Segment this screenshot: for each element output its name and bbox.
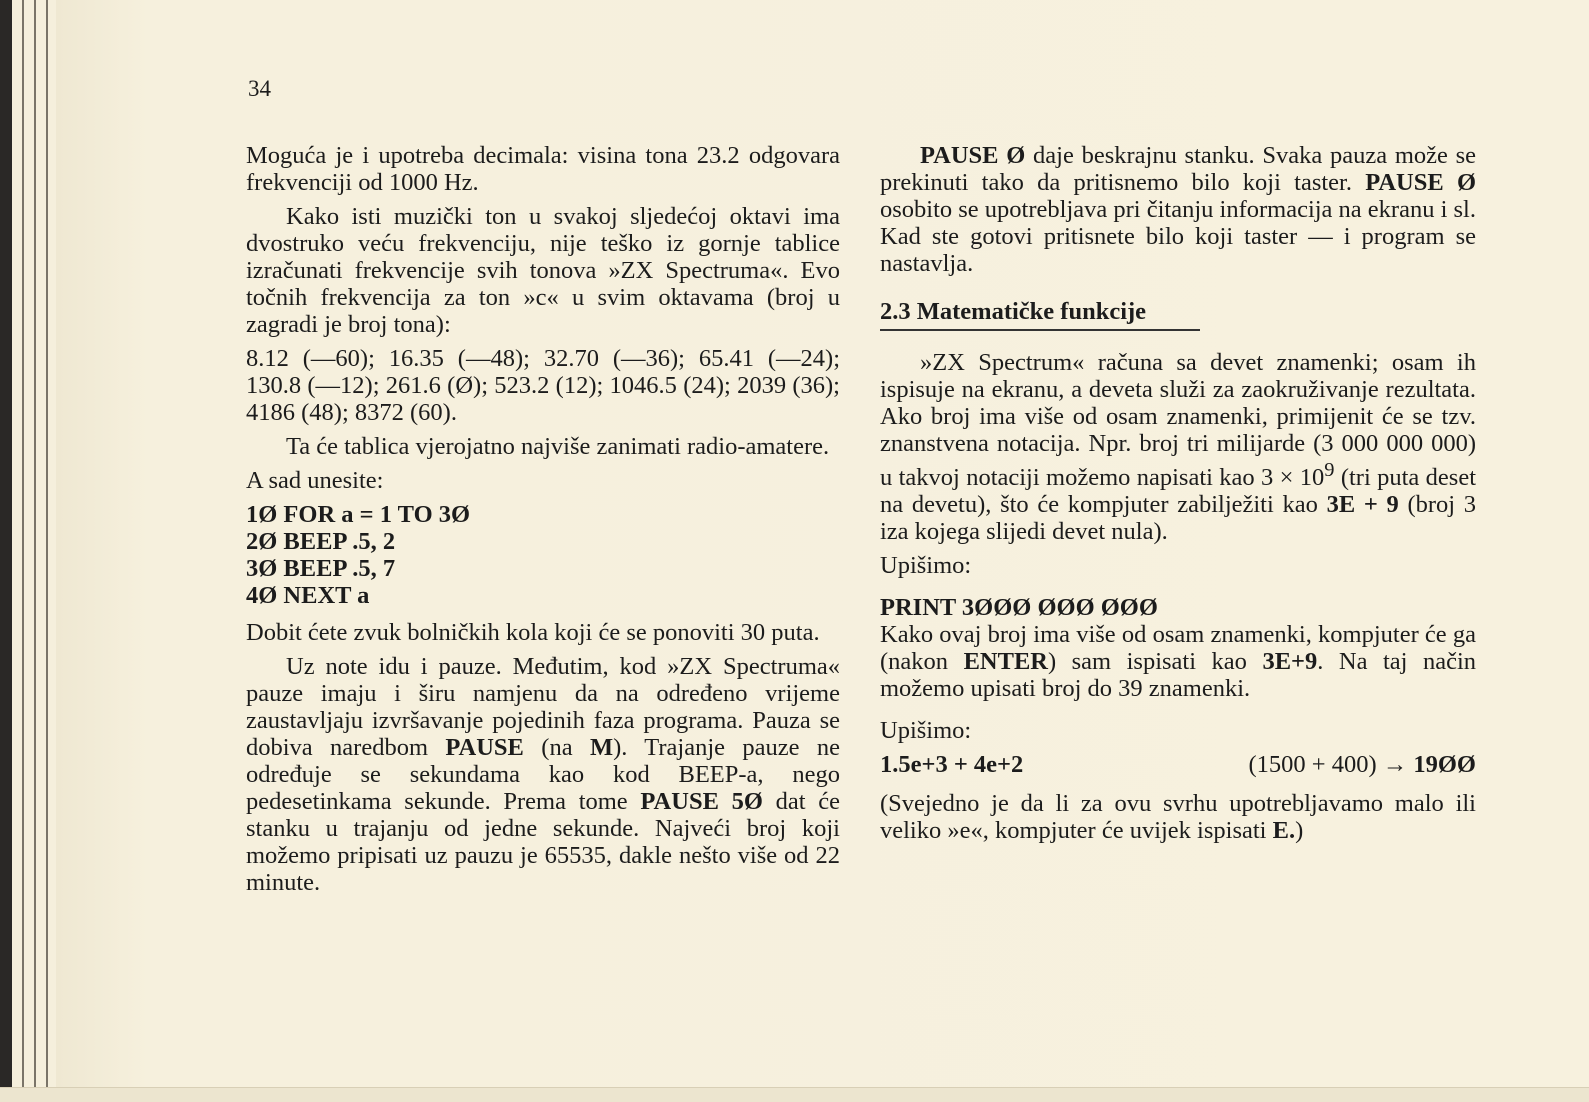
paragraph: »ZX Spectrum« računa sa devet znamenki; osam ih ispisuje na ekranu, a deveta služi za zaokruživanje rezultata. Ako broj ima više od osam znamenki, primijenit će se tzv. znanstvena notacija. Npr. broj tri milijarde (3 000 000 000) u takvoj notaciji možemo napisati kao $3 \times 10^9$ (tri puta deset na devetu), što će kompjuter zabilježiti kao 3E + 9 (broj 3 iza kojega slijedi devet nula). <box>880 349 1477 546</box>
frequency-list: 8.12 (—60); 16.35 (—48); 32.70 (—36); 65.41 (—24); 130.8 (—12); 261.6 (Ø); 523.2 (12); 1046.5 (24); 2039 (36); 4186 (48); 8372 (60). <box>246 345 840 426</box>
code-line: 4Ø NEXT a <box>246 582 370 609</box>
paragraph: Kako isti muzički ton u svakoj sljedećoj oktavi ima dvostruko veću frekvenciju, nije teško iz gornje tablice izračunati frekvencije svih tonova »ZX Spectruma«. Evo točnih frekvencija za ton »c« u svim oktavama (broj u zagradi je broj tona): <box>246 203 840 338</box>
paragraph: PAUSE Ø daje beskrajnu stanku. Svaka pauza može se prekinuti tako da pritisnemo bilo koji taster. PAUSE Ø osobito se upotrebljava pri čitanju informacija na ekranu i sl. Kad ste gotovi pritisnete bilo koji taster — i program se nastavlja. <box>880 142 1477 277</box>
code-line: 3Ø BEEP .5, 7 <box>246 555 396 582</box>
code-line: 2Ø BEEP .5, 2 <box>246 528 396 555</box>
paragraph: Kako ovaj broj ima više od osam znamenki, kompjuter će ga (nakon ENTER) sam ispisati kao 3E+9. Na taj način možemo upisati broj do 39 znamenki. <box>880 621 1477 703</box>
left-column <box>246 142 840 903</box>
paragraph: Moguća je i upotreba decimala: visina tona 23.2 odgovara frekvenciji od 1000 Hz. <box>246 142 840 196</box>
label: Upišimo: <box>880 552 972 580</box>
paragraph: Ta će tablica vjerojatno najviše zanimati radio-amatere. <box>286 433 830 460</box>
book-spine-edge <box>0 0 12 1102</box>
paragraph: (Svejedno je da li za ovu svrhu upotrebljavamo malo ili veliko »e«, kompjuter će uvijek ispisati E.) <box>880 790 1476 845</box>
expression-evaluation: (1500 + 400) → 19ØØ <box>1248 751 1476 779</box>
page-edge-line <box>46 0 48 1102</box>
label: Upišimo: <box>880 717 972 745</box>
expression-row <box>880 751 1476 778</box>
code-block <box>246 501 840 609</box>
code-line: PRINT 3ØØØ ØØØ ØØØ <box>880 594 1158 622</box>
paragraph: Uz note idu i pauze. Međutim, kod »ZX Spectruma« pauze imaju i širu namjenu da na određeno vrijeme zaustavljaju izvršavanje pojedinih faza programa. Pauza se dobiva naredbom PAUSE (na M). Trajanje pauze ne određuje se sekundama kao kod BEEP-a, nego pedesetinkama sekunde. Prema tome PAUSE 5Ø dat će stanku u trajanju od jedne sekunde. Najveći broj koji možemo pripisati uz pauzu je 65535, dakle nešto više od 22 minute. <box>246 653 841 896</box>
paragraph: A sad unesite: <box>246 467 384 494</box>
section-heading: 2.3 Matematičke funkcije <box>880 298 1147 325</box>
code-line: 1Ø FOR a = 1 TO 3Ø <box>246 501 471 528</box>
expression: 1.5e+3 + 4e+2 <box>880 751 1024 779</box>
page-bottom-edge <box>0 1087 1589 1102</box>
paragraph: Dobit ćete zvuk bolničkih kola koji će se ponoviti 30 puta. <box>246 619 820 646</box>
right-column <box>880 142 1476 851</box>
section-heading-wrap <box>880 298 1200 331</box>
page-number: 34 <box>248 76 271 101</box>
page-edge-line <box>34 0 36 1102</box>
page-edge-line <box>22 0 24 1102</box>
